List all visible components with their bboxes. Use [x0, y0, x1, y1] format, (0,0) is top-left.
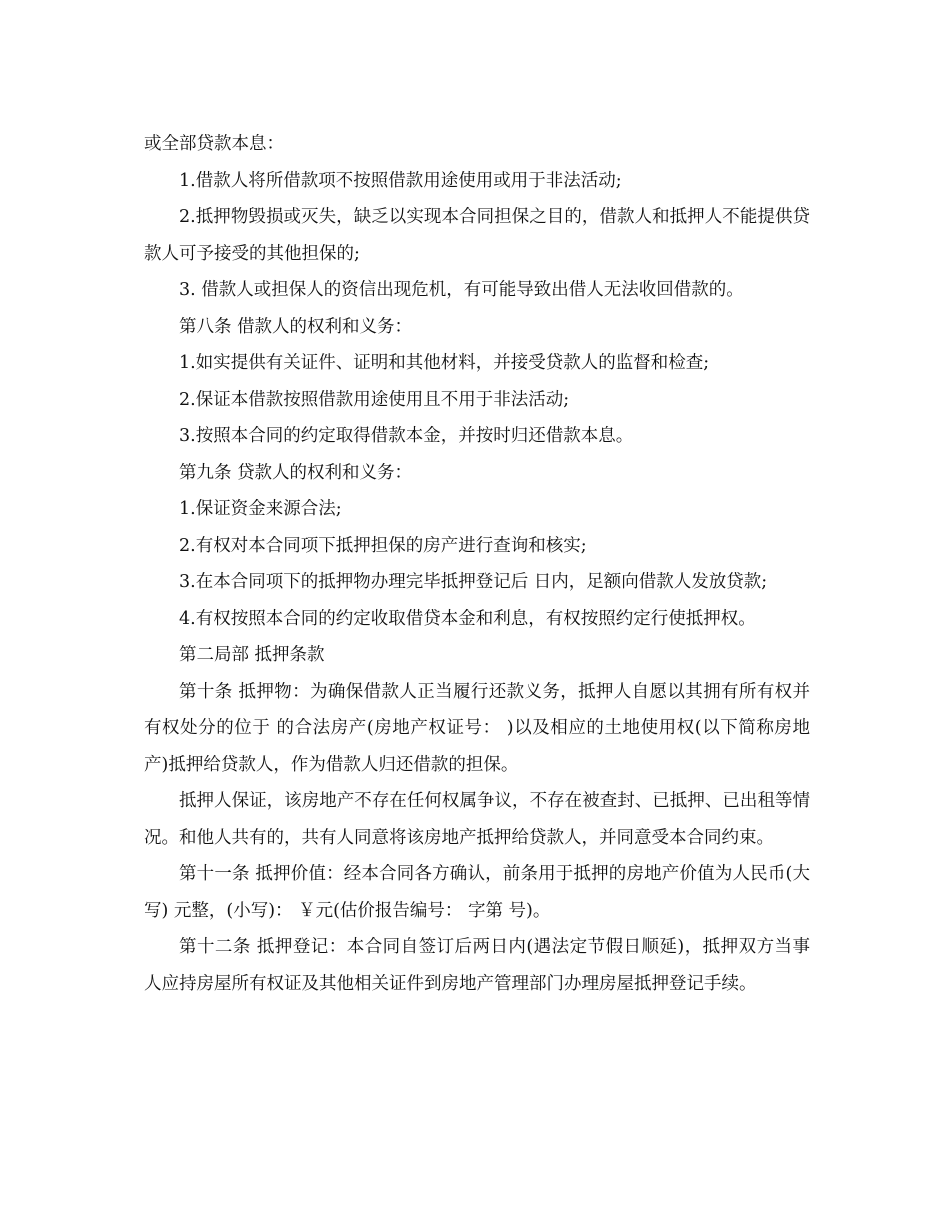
paragraph-item-3-credit-crisis: 3. 借款人或担保人的资信出现危机，有可能导致出借人无法收回借款的。: [179, 280, 744, 300]
paragraph-item-1-misuse: 1.借款人将所借款项不按照借款用途使用或用于非法活动;: [179, 170, 622, 191]
article-9-item-2: 2.有权对本合同项下抵押担保的房产进行查询和核实;: [179, 535, 587, 556]
paragraph-loan-repayment-continuation: 或全部贷款本息：: [144, 134, 284, 154]
article-11-mortgage-value: 第十一条 抵押价值：经本合同各方确认，前条用于抵押的房地产价值为人民币(大写) 元整，(小写)： ￥元(估价报告编号： 字第 号)。: [144, 864, 810, 921]
document-body: [144, 126, 810, 1002]
article-8-item-1: 1.如实提供有关证件、证明和其他材料，并接受贷款人的监督和检查;: [179, 353, 710, 373]
article-8-item-2: 2.保证本借款按照借款用途使用且不用于非法活动;: [179, 389, 570, 410]
article-9-heading: 第九条 贷款人的权利和义务：: [179, 462, 413, 483]
article-12-mortgage-registration: 第十二条 抵押登记：本合同自签订后两日内(遇法定节假日顺延)，抵押双方当事人应持房屋所有权证及其他相关证件到房地产管理部门办理房屋抵押登记手续。: [144, 937, 810, 994]
part-2-heading: 第二局部 抵押条款: [179, 645, 325, 665]
article-8-heading: 第八条 借款人的权利和义务：: [179, 316, 413, 337]
article-9-item-1: 1.保证资金来源合法;: [179, 499, 342, 519]
article-9-item-4: 4.有权按照本合同的约定收取借贷本金和利息，有权按照约定行使抵押权。: [179, 608, 756, 629]
article-9-item-3: 3.在本合同项下的抵押物办理完毕抵押登记后 日内，足额向借款人发放贷款;: [179, 572, 768, 592]
article-10-collateral: 第十条 抵押物：为确保借款人正当履行还款义务，抵押人自愿以其拥有所有权并有权处分的位于 的合法房产(房地产权证号： )以及相应的土地使用权(以下简称房地产)抵押给贷款人，作为借款人归还借款的担保。: [144, 681, 810, 775]
article-8-item-3: 3.按照本合同的约定取得借款本金，并按时归还借款本息。: [179, 426, 634, 446]
paragraph-mortgagor-guarantee: 抵押人保证，该房地产不存在任何权属争议，不存在被查封、已抵押、已出租等情况。和他人共有的，共有人同意将该房地产抵押给贷款人，并同意受本合同约束。: [144, 791, 810, 848]
paragraph-item-2-collateral-loss: 2.抵押物毁损或灭失，缺乏以实现本合同担保之目的，借款人和抵押人不能提供贷款人可予接受的其他担保的;: [144, 207, 810, 264]
